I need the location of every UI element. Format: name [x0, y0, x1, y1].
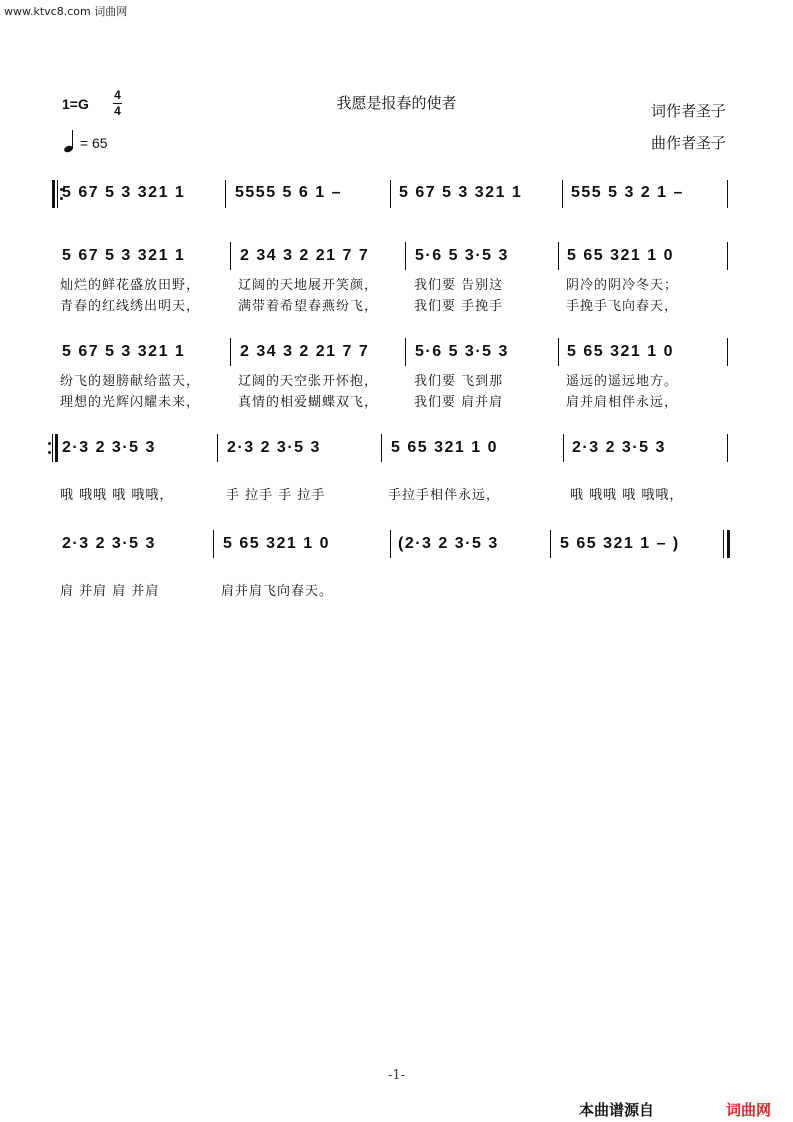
lyric: 辽阔的天地展开笑颜，	[238, 278, 379, 293]
measure: 2·3 2 3·5 3	[62, 439, 156, 456]
lyric: 真情的相爱蝴蝶双飞，	[238, 395, 379, 410]
lyric: 灿烂的鲜花盛放田野，	[60, 278, 201, 293]
measure: 5·6 5 3·5 3	[415, 343, 509, 360]
measure: 2·3 2 3·5 3	[62, 535, 156, 552]
measure: 5 65 321 1 0	[567, 247, 674, 264]
measure: 5 65 321 1 0	[567, 343, 674, 360]
page-number: -1-	[387, 1068, 406, 1083]
lyric: 肩并肩相伴永远，	[566, 395, 679, 410]
barline	[381, 434, 382, 462]
lyric: 哦 哦哦 哦 哦哦，	[570, 488, 684, 503]
barline	[558, 242, 559, 270]
lyric: 满带着希望春燕纷飞，	[238, 299, 379, 314]
repeat-start-sign	[52, 180, 62, 208]
time-signature-bottom: 4	[114, 104, 121, 118]
lyric: 理想的光辉闪耀未来，	[60, 395, 201, 410]
tempo-value: = 65	[79, 135, 108, 151]
measure: 2 34 3 2 21 7 7	[240, 343, 370, 360]
measure: 5·6 5 3·5 3	[415, 247, 509, 264]
barline	[558, 338, 559, 366]
barline	[727, 434, 728, 462]
time-signature-top: 4	[114, 88, 121, 102]
final-barline	[723, 530, 731, 558]
lyric: 纷飞的翅膀献给蓝天，	[60, 374, 201, 389]
barline	[562, 180, 563, 208]
quarter-note-icon	[64, 130, 76, 152]
barline	[727, 180, 728, 208]
barline	[563, 434, 564, 462]
barline	[390, 180, 391, 208]
measure: (2·3 2 3·5 3	[398, 535, 499, 552]
tempo-marking	[64, 130, 108, 152]
lyric: 肩并肩飞向春天。	[221, 584, 334, 599]
repeat-start-sign	[48, 434, 58, 462]
lyric: 辽阔的天空张开怀抱，	[238, 374, 379, 389]
lyric: 阴冷的阴冷冬天；	[566, 278, 679, 293]
barline	[405, 242, 406, 270]
measure: 2 34 3 2 21 7 7	[240, 247, 370, 264]
measure: 5 67 5 3 321 1	[62, 184, 186, 201]
lyric: 我们要 肩并肩	[414, 395, 504, 410]
measure: 5 65 321 1 – )	[560, 535, 680, 552]
measure: 5555 5 6 1 –	[235, 184, 342, 201]
lyric: 青春的红线绣出明天，	[60, 299, 201, 314]
lyric: 我们要 手挽手	[414, 299, 504, 314]
key-signature: 1=G	[62, 96, 89, 112]
barline	[550, 530, 551, 558]
song-title: 我愿是报春的使者	[336, 94, 457, 112]
barline	[390, 530, 391, 558]
barline	[225, 180, 226, 208]
lyric: 手 拉手 手 拉手	[226, 488, 326, 503]
measure: 2·3 2 3·5 3	[572, 439, 666, 456]
measure: 5 67 5 3 321 1	[62, 343, 186, 360]
barline	[213, 530, 214, 558]
lyric: 我们要 飞到那	[414, 374, 504, 389]
measure: 5 65 321 1 0	[223, 535, 330, 552]
lyric: 遥远的遥远地方。	[566, 374, 679, 389]
lyric: 手挽手飞向春天，	[566, 299, 679, 314]
lyric: 我们要 告别这	[414, 278, 504, 293]
lyric: 手拉手相伴永远，	[388, 488, 501, 503]
composer-credit: 曲作者圣子	[651, 134, 727, 152]
barline	[727, 338, 728, 366]
measure: 2·3 2 3·5 3	[227, 439, 321, 456]
measure: 5 67 5 3 321 1	[399, 184, 523, 201]
measure: 555 5 3 2 1 –	[571, 184, 684, 201]
site-link[interactable]: 词曲网	[726, 1101, 772, 1119]
measure: 5 67 5 3 321 1	[62, 247, 186, 264]
watermark: www.ktvc8.com 词曲网	[4, 5, 128, 18]
barline	[405, 338, 406, 366]
time-signature	[113, 88, 122, 119]
barline	[230, 338, 231, 366]
lyricist-credit: 词作者圣子	[651, 102, 727, 120]
barline	[727, 242, 728, 270]
barline	[217, 434, 218, 462]
measure: 5 65 321 1 0	[391, 439, 498, 456]
barline	[230, 242, 231, 270]
lyric: 肩 并肩 肩 并肩	[60, 584, 160, 599]
source-label: 本曲谱源自	[579, 1101, 655, 1119]
lyric: 哦 哦哦 哦 哦哦，	[60, 488, 174, 503]
